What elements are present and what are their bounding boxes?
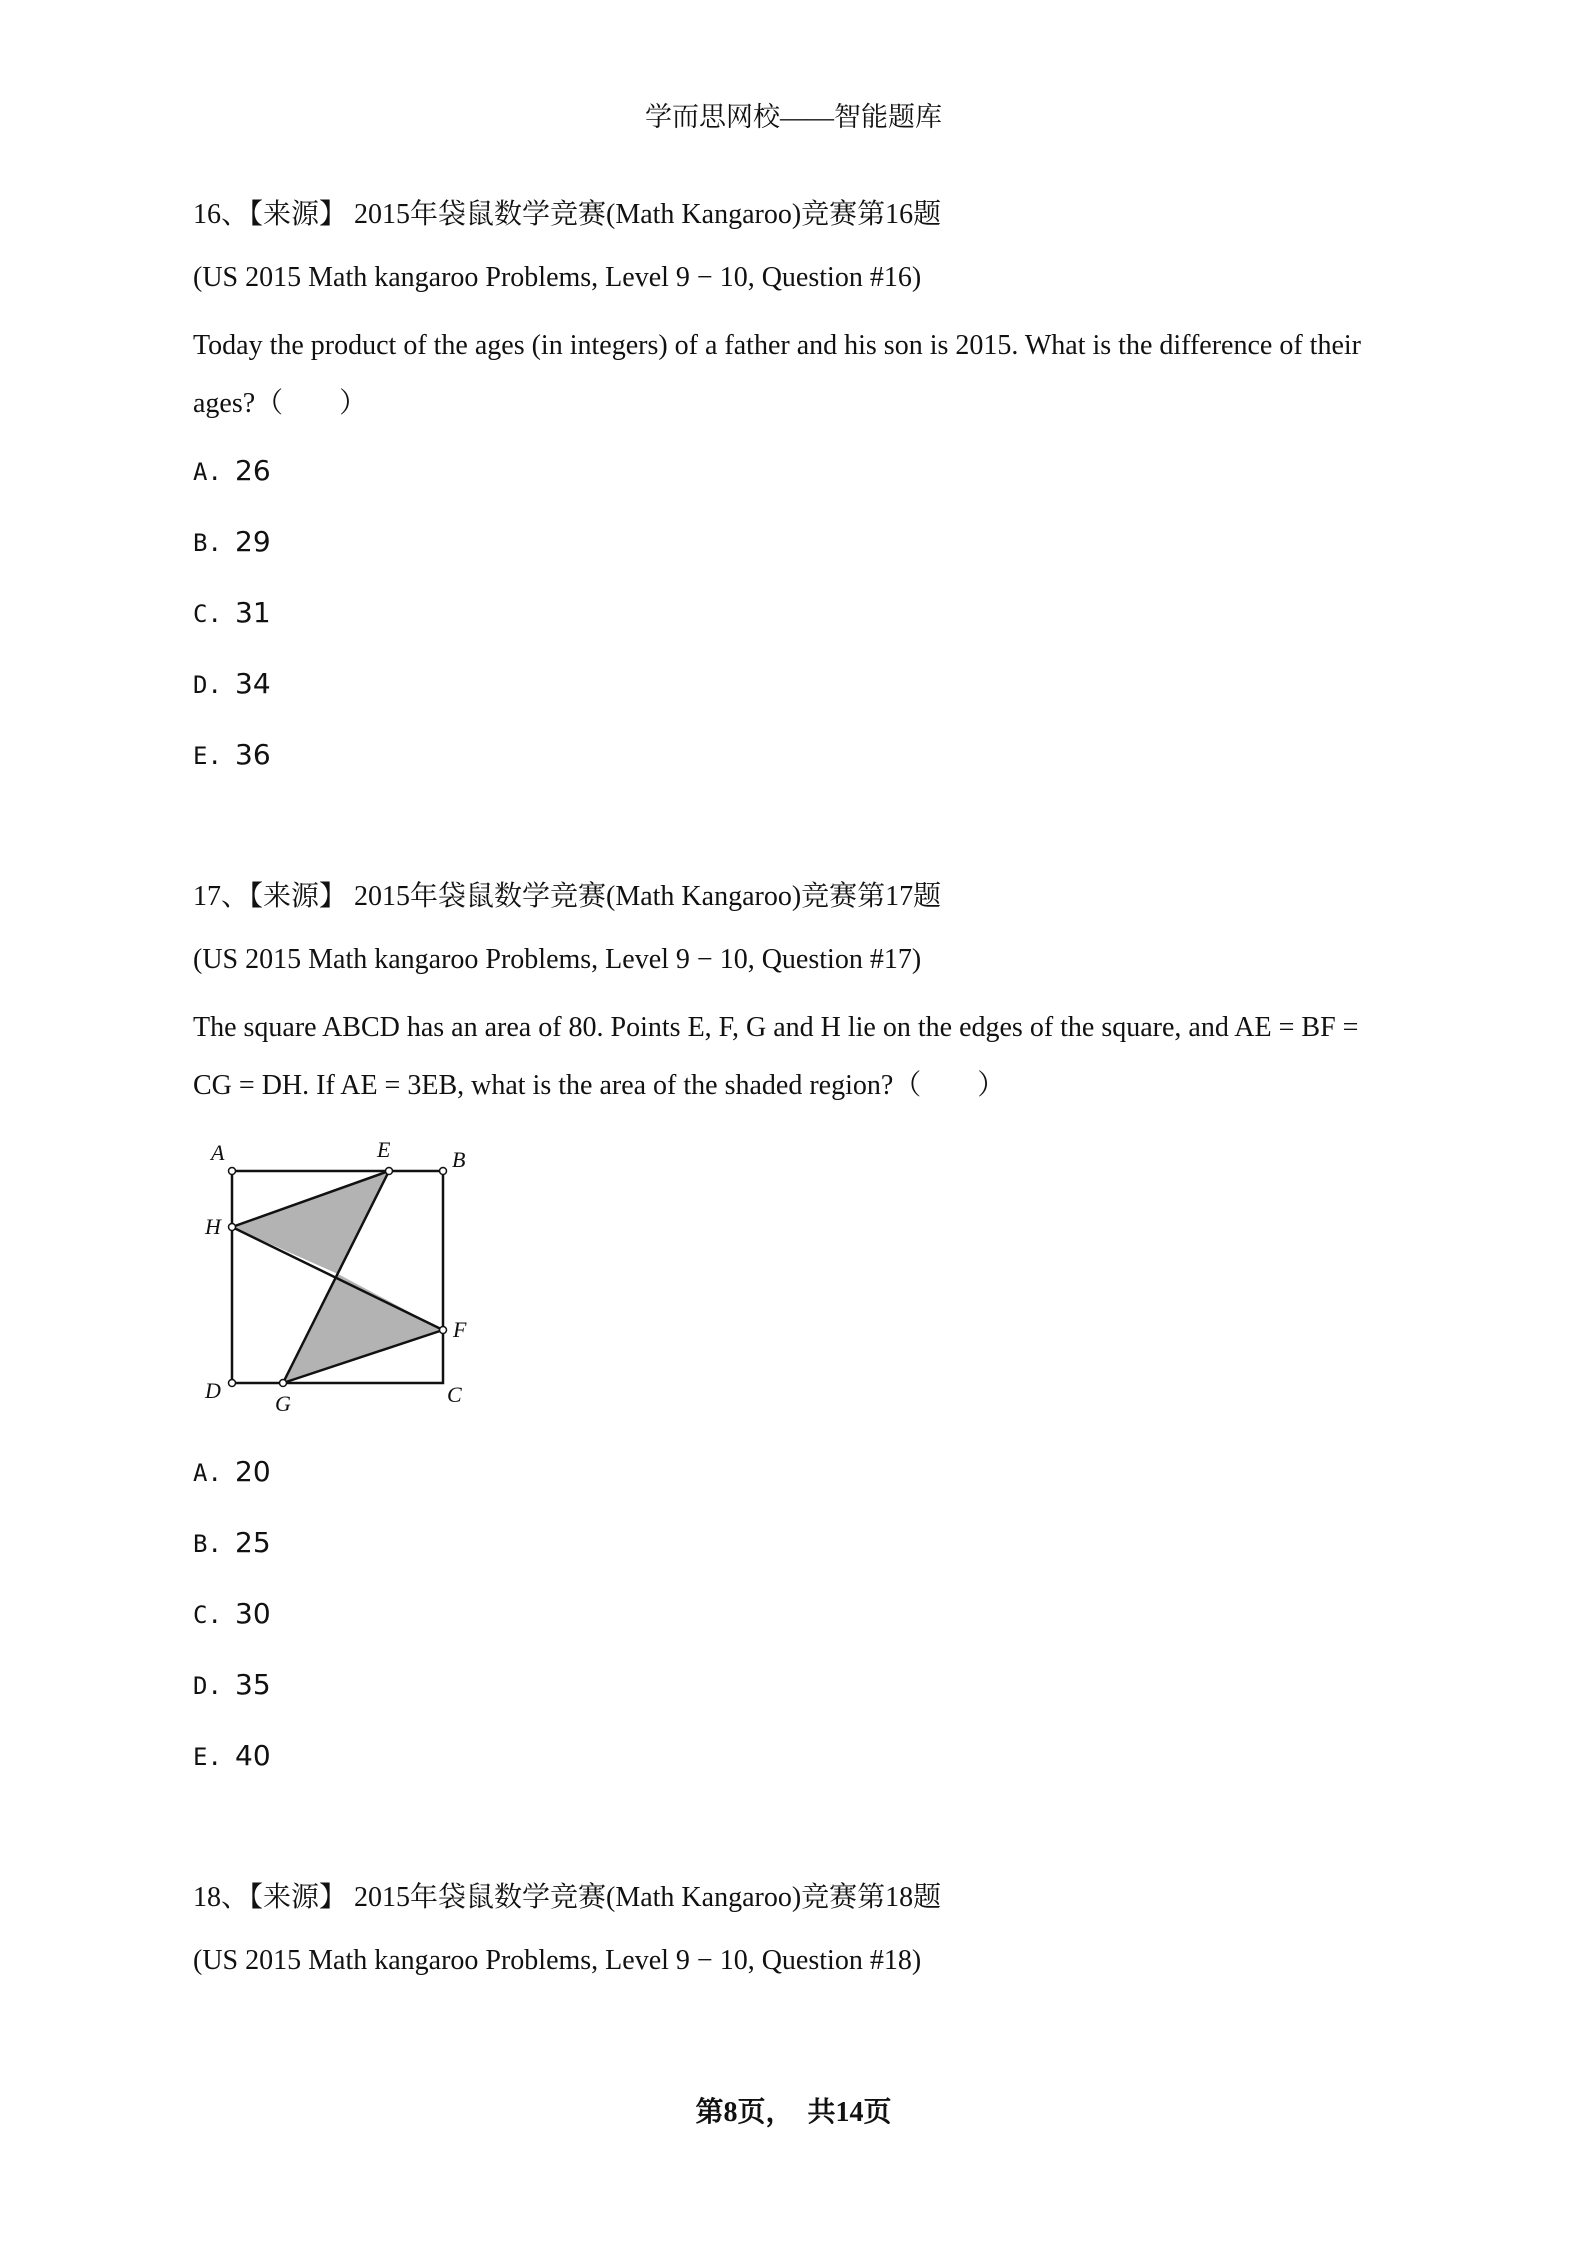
q16-option-b[interactable]: [193, 525, 271, 558]
option-letter: D.: [193, 1672, 222, 1700]
option-value: 40: [235, 1739, 271, 1772]
q17-source-line: 17、【来源】 2015年袋鼠数学竞赛(Math Kangaroo)竞赛第17题: [193, 881, 942, 912]
label-d: D: [205, 1378, 221, 1403]
q17-option-b[interactable]: [193, 1526, 271, 1559]
option-letter: C.: [193, 600, 222, 628]
option-letter: A.: [193, 1459, 222, 1487]
q16-source-line: 16、【来源】 2015年袋鼠数学竞赛(Math Kangaroo)竞赛第16题: [193, 199, 942, 230]
q16-option-a[interactable]: [193, 454, 271, 487]
q16-sub-line: (US 2015 Math kangaroo Problems, Level 9 − 10, Question #16): [193, 262, 922, 293]
q17-text-line-2: CG = DH. If AE = 3EB, what is the area of the shaded region?（ ）: [193, 1070, 1006, 1101]
option-value: 30: [235, 1597, 271, 1630]
label-b: B: [452, 1147, 466, 1172]
q18-source-line: 18、【来源】 2015年袋鼠数学竞赛(Math Kangaroo)竞赛第18题: [193, 1882, 942, 1913]
q17-sub-line: (US 2015 Math kangaroo Problems, Level 9 − 10, Question #17): [193, 944, 922, 975]
square-abcd-figure: [195, 1130, 495, 1420]
point-d: [229, 1380, 236, 1387]
option-letter: B.: [193, 529, 222, 557]
option-letter: D.: [193, 671, 222, 699]
point-a: [229, 1168, 236, 1175]
q16-text-line-2: ages?（ ）: [193, 388, 368, 419]
q17-text-line-1: The square ABCD has an area of 80. Points E, F, G and H lie on the edges of the square, and AE = BF =: [193, 1012, 1359, 1043]
option-letter: C.: [193, 1601, 222, 1629]
point-f: [440, 1327, 447, 1334]
q18-sub-line: (US 2015 Math kangaroo Problems, Level 9 − 10, Question #18): [193, 1945, 922, 1976]
q16-option-d[interactable]: [193, 667, 271, 700]
option-letter: E.: [193, 1743, 222, 1771]
page-header: 学而思网校——智能题库: [645, 102, 942, 132]
q17-option-d[interactable]: [193, 1668, 271, 1701]
page-footer: 第8页， 共14页: [695, 2097, 892, 2128]
option-value: 26: [235, 454, 271, 487]
point-b: [440, 1168, 447, 1175]
option-value: 35: [235, 1668, 271, 1701]
label-a: A: [211, 1140, 225, 1165]
q16-option-c[interactable]: [193, 596, 271, 629]
point-h: [229, 1224, 236, 1231]
option-value: 20: [235, 1455, 271, 1488]
label-g: G: [275, 1391, 291, 1416]
q16-option-e[interactable]: [193, 738, 271, 771]
q16-text-line-1: Today the product of the ages (in integers) of a father and his son is 2015. What is the difference of their: [193, 330, 1361, 361]
point-g: [280, 1380, 287, 1387]
label-c: C: [447, 1382, 462, 1407]
point-e: [386, 1168, 393, 1175]
q17-option-c[interactable]: [193, 1597, 271, 1630]
label-e: E: [377, 1137, 391, 1162]
option-value: 29: [235, 525, 271, 558]
option-letter: E.: [193, 742, 222, 770]
option-value: 31: [235, 596, 271, 629]
label-f: F: [453, 1317, 467, 1342]
option-value: 34: [235, 667, 271, 700]
option-letter: B.: [193, 1530, 222, 1558]
label-h: H: [205, 1214, 221, 1239]
option-value: 25: [235, 1526, 271, 1559]
shaded-triangle-top: [232, 1171, 389, 1274]
option-value: 36: [235, 738, 271, 771]
q17-option-a[interactable]: [193, 1455, 271, 1488]
option-letter: A.: [193, 458, 222, 486]
q17-option-e[interactable]: [193, 1739, 271, 1772]
